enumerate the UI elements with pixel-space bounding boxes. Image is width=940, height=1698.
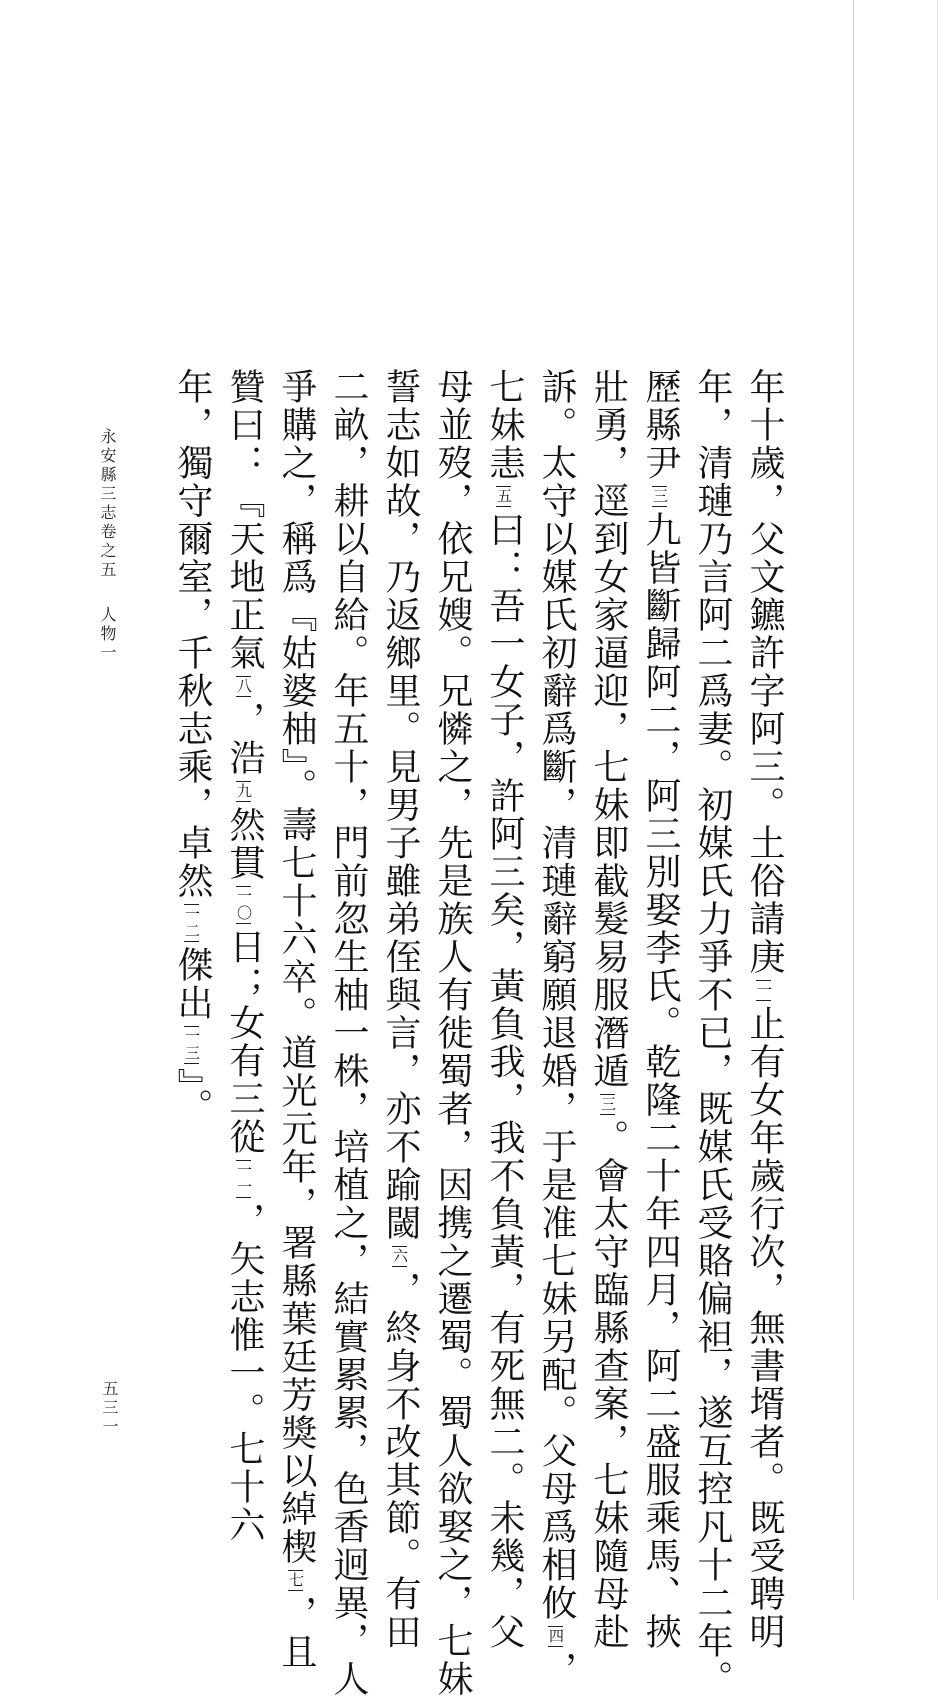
text-run: ， (536, 1651, 577, 1689)
text-run: 年，獨守爾室，千秋志乘，卓然 (172, 368, 213, 900)
header-book-title: 永安縣三志卷之五 (98, 428, 117, 580)
footnote-marker: 八 (235, 678, 253, 695)
text-run: ，終身不改其節。有田 (380, 1271, 421, 1651)
text-run: 爭購之，稱爲『姑婆柚』。壽七十六卒。道光元年，署縣葉廷芳獎以綽楔 (276, 368, 317, 1566)
text-run: ，且 (276, 1595, 317, 1671)
text-run: 然貫 (224, 806, 265, 882)
text-column (738, 368, 790, 1651)
footnote-marker: 一 (755, 982, 773, 999)
text-run: 歷縣尹 (640, 368, 681, 482)
footnote-marker: 三 (599, 1096, 617, 1113)
text-column (582, 368, 634, 1651)
body-text (166, 368, 790, 1698)
text-run: 七妹恚 (484, 368, 525, 482)
text-run: 壯勇，逕到女家逼迎，七妹即截髮易服潛遁 (588, 368, 629, 1090)
text-column (530, 368, 582, 1689)
text-run: 誓志如故，乃返鄉里。見男子雖弟侄與言，亦不踰閾 (380, 368, 421, 1242)
text-run: 傑出 (172, 946, 213, 1022)
text-run: 贊曰：『天地正氣 (224, 368, 265, 672)
page-number: 五三一 (100, 1380, 119, 1437)
text-run: 日；女有三從 (224, 928, 265, 1156)
text-column (478, 368, 530, 1651)
text-run: 止有女年歲行次，無書壻者。既受聘明 (744, 1005, 785, 1651)
running-header (96, 428, 119, 663)
text-column (426, 368, 478, 1698)
header-section: 人物一 (98, 606, 117, 663)
text-run: 曰：吾一女子，許阿三矣，黃負我，我不負黃，有死無二。未幾，父 (484, 511, 525, 1651)
scan-edge-line (853, 0, 854, 1600)
footnote-marker: 一〇 (235, 888, 253, 922)
text-run: 年十歲，父文鑣許字阿三。土俗請庚 (744, 368, 785, 976)
footnote-marker: 六 (391, 1248, 409, 1265)
footnote-marker: 一二 (183, 906, 201, 940)
text-column (166, 368, 218, 1458)
text-column (218, 368, 270, 1544)
scan-edge-line (937, 0, 938, 1600)
text-run: 九皆斷歸阿二，阿三別娶李氏。乾隆二十年四月，阿二盛服乘馬、挾 (640, 511, 681, 1651)
footnote-marker: 三 (651, 488, 669, 505)
text-run: 二畝，耕以自給。年五十，門前忽生柚一株，培植之，結實累累，色香迥異，人 (328, 368, 369, 1698)
footnote-marker: 四 (547, 1628, 565, 1645)
text-run: ，矢志惟一。七十六 (224, 1202, 265, 1544)
text-column (634, 368, 686, 1651)
text-run: 母並歿，依兄嫂。兄憐之，先是族人有徙蜀者，因携之遷蜀。蜀人欲娶之，七妹 (432, 368, 473, 1698)
text-run: 年，清璉乃言阿二爲妻。初媒氏力爭不已，既媒氏受賂偏袒，遂互控凡十二年。 (692, 368, 733, 1698)
footnote-marker: 一一 (235, 1162, 253, 1196)
footnote-marker: 五 (495, 488, 513, 505)
text-column (270, 368, 322, 1671)
footnote-marker: 七 (287, 1572, 305, 1589)
footnote-marker: 一三 (183, 1028, 201, 1062)
text-run: 。會太守臨縣查案，七妹隨母赴 (588, 1119, 629, 1651)
text-column (322, 368, 374, 1698)
text-run: ，浩 (224, 701, 265, 777)
text-column (374, 368, 426, 1651)
text-run: 』。 (172, 1068, 213, 1126)
text-run: 訴。太守以媒氏初辭爲斷，清璉辭窮願退婚，于是准七妹另配。父母爲相攸 (536, 368, 577, 1622)
footnote-marker: 九 (235, 783, 253, 800)
text-column (686, 368, 738, 1698)
